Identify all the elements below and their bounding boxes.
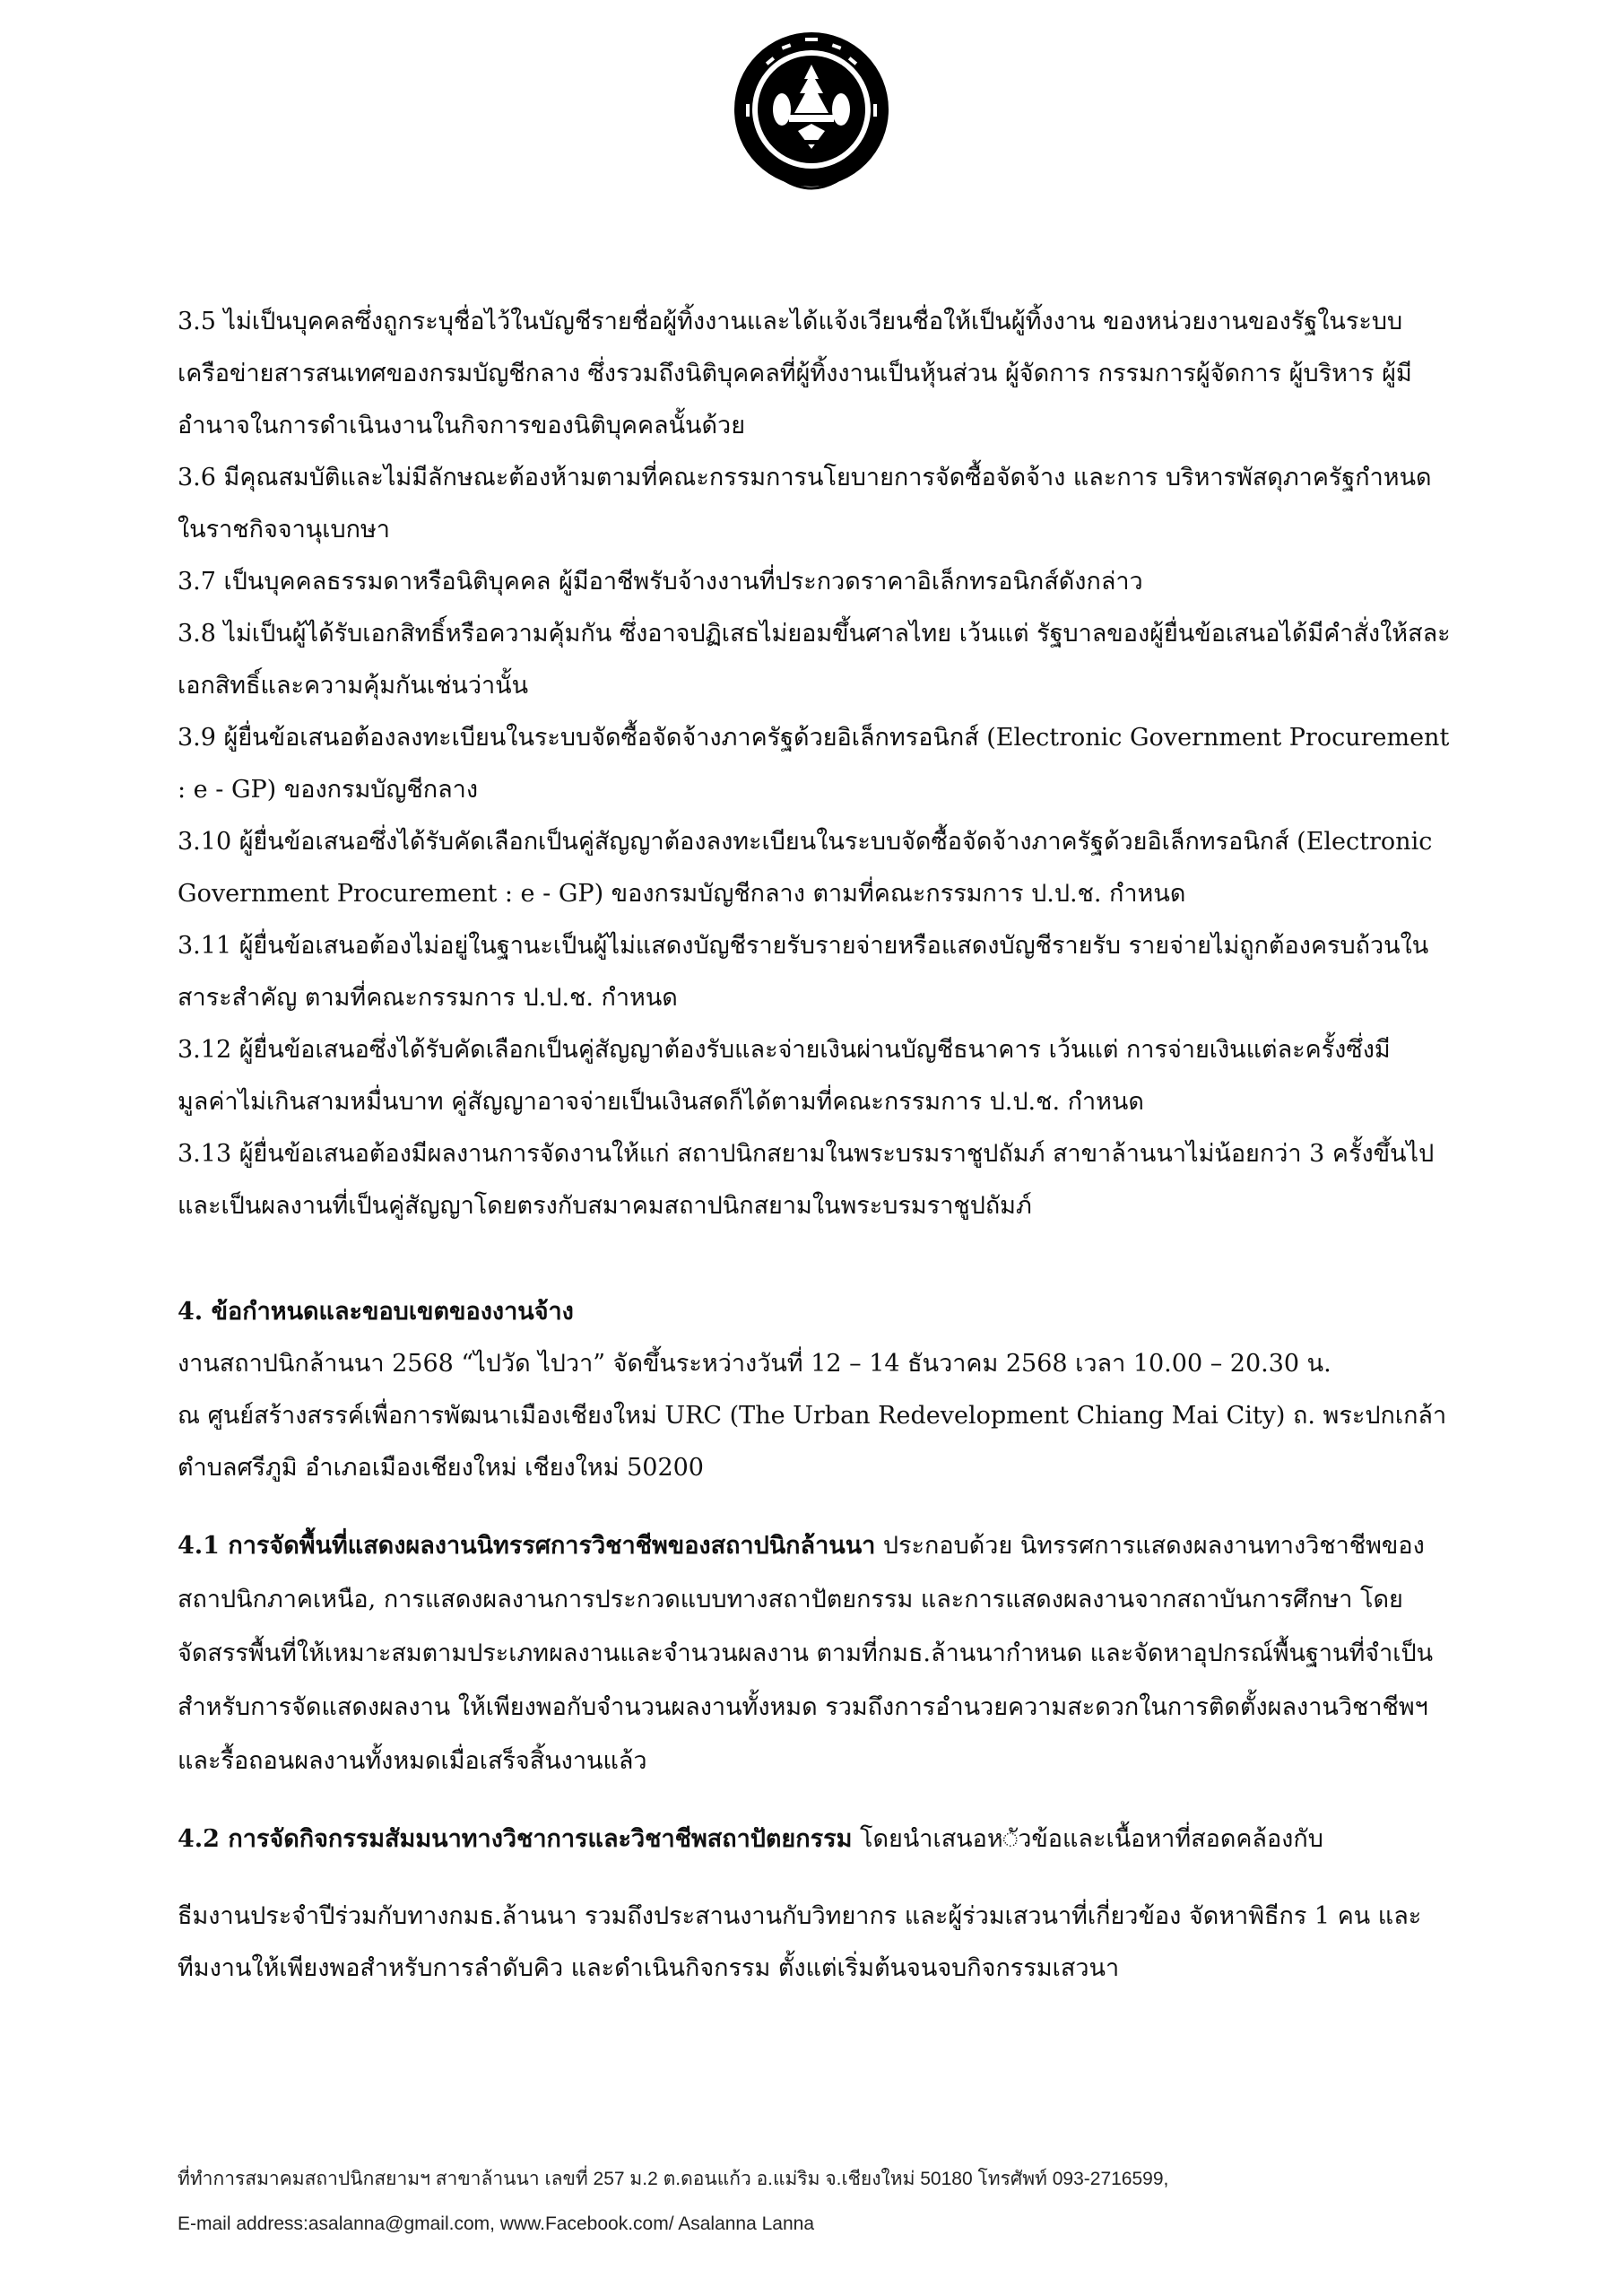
section-4-heading: 4. ข้อกำหนดและขอบเขตของงานจ้าง xyxy=(178,1298,574,1326)
clause-3-9: 3.9 ผู้ยื่นข้อเสนอต้องลงทะเบียนในระบบจัดซื้อจัดจ้างภาครัฐด้วยอิเล็กทรอนิกส์ (Electronic Government Procurement : e - GP) ของกรมบัญชีกลาง xyxy=(178,724,1450,804)
event-venue-line: ณ ศูนย์สร้างสรรค์เพื่อการพัฒนาเมืองเชียงใหม่ URC (The Urban Redevelopment Chiang Mai City) ถ. พระปกเกล้า ตำบลศรีภูมิ อำเภอเมืองเชียงใหม่ เชียงใหม่ 50200 xyxy=(178,1402,1447,1482)
item-4-2 xyxy=(178,1813,1451,1866)
footer-contact-line: E-mail address:asalanna@gmail.com, www.Facebook.com/ Asalanna Lanna xyxy=(178,2213,815,2234)
clause-3-6: 3.6 มีคุณสมบัติและไม่มีลักษณะต้องห้ามตามที่คณะกรรมการนโยบายการจัดซื้อจัดจ้าง และการ บริหารพัสดุภาครัฐกำหนดในราชกิจจานุเบกษา xyxy=(178,464,1432,544)
event-date-line: งานสถาปนิกล้านนา 2568 “ไปวัด ไปวา” จัดขึ้นระหว่างวันที่ 12 – 14 ธันวาคม 2568 เวลา 10.00 – 20.30 น. xyxy=(178,1350,1331,1378)
footer-contact xyxy=(178,2157,1451,2247)
item-4-2-body: โดยนำเสนอห◌ัวข้อและเนื้อหาที่สอดคล้องกับ xyxy=(852,1825,1323,1853)
association-seal-logo xyxy=(726,27,897,206)
clause-3-12: 3.12 ผู้ยื่นข้อเสนอซึ่งได้รับคัดเลือกเป็นคู่สัญญาต้องรับและจ่ายเงินผ่านบัญชีธนาคาร เว้นแต่ การจ่ายเงินแต่ละครั้งซึ่งมีมูลค่าไม่เกินสามหมื่นบาท คู่สัญญาอาจจ่ายเป็นเงินสดก็ได้ตามที่คณะกรรมการ ป.ป.ช. กำหนด xyxy=(178,1036,1391,1116)
item-4-1-body: ประกอบด้วย นิทรรศการแสดงผลงานทางวิชาชีพของสถาปนิกภาคเหนือ, การแสดงผลงานการประกวดแบบทางสถาปัตยกรรม และการแสดงผลงานจากสถาบันการศึกษา โดยจัดสรรพื้นที่ให้เหมาะสมตามประเภทผลงานและจำนวนผลงาน ตามที่กมธ.ล้านนากำหนด และจัดหาอุปกรณ์พื้นฐานที่จำเป็นสำหรับการจัดแสดงผลงาน ให้เพียงพอกับจำนวนผลงานทั้งหมด รวมถึงการอำนวยความสะดวกในการติดตั้งผลงานวิชาชีพฯ และรื้อถอนผลงานทั้งหมดเมื่อเสร็จสิ้นงานแล้ว xyxy=(178,1532,1434,1775)
clause-3-11: 3.11 ผู้ยื่นข้อเสนอต้องไม่อยู่ในฐานะเป็นผู้ไม่แสดงบัญชีรายรับรายจ่ายหรือแสดงบัญชีรายรับ รายจ่ายไม่ถูกต้องครบถ้วนในสาระสำคัญ ตามที่คณะกรรมการ ป.ป.ช. กำหนด xyxy=(178,932,1429,1012)
item-4-1 xyxy=(178,1519,1451,1788)
clause-3-10: 3.10 ผู้ยื่นข้อเสนอซึ่งได้รับคัดเลือกเป็นคู่สัญญาต้องลงทะเบียนในระบบจัดซื้อจัดจ้างภาครัฐด้วยอิเล็กทรอนิกส์ (Electronic Government Procurement : e - GP) ของกรมบัญชีกลาง ตามที่คณะกรรมการ ป.ป.ช. กำหนด xyxy=(178,828,1433,908)
clause-3-5: 3.5 ไม่เป็นบุคคลซึ่งถูกระบุชื่อไว้ในบัญชีรายชื่อผู้ทิ้งงานและได้แจ้งเวียนชื่อให้เป็นผู้ทิ้งงาน ของหน่วยงานของรัฐในระบบเครือข่ายสารสนเทศของกรมบัญชีกลาง ซึ่งรวมถึงนิติบุคคลที่ผู้ทิ้งงานเป็นหุ้นส่วน ผู้จัดการ กรรมการผู้จัดการ ผู้บริหาร ผู้มีอำนาจในการดำเนินงานในกิจการของนิติบุคคลนั้นด้วย xyxy=(178,308,1412,439)
clause-3-7: 3.7 เป็นบุคคลธรรมดาหรือนิติบุคคล ผู้มีอาชีพรับจ้างงานที่ประกวดราคาอิเล็กทรอนิกส์ดังกล่าว xyxy=(178,568,1143,596)
footer-address-line: ที่ทำการสมาคมสถาปนิกสยามฯ สาขาล้านนา เลขที่ 257 ม.2 ต.ดอนแก้ว อ.แม่ริม จ.เชียงใหม่ 50180 โทรศัพท์ 093-2716599, xyxy=(178,2169,1169,2189)
clause-3-8: 3.8 ไม่เป็นผู้ได้รับเอกสิทธิ์หรือความคุ้มกัน ซึ่งอาจปฏิเสธไม่ยอมขึ้นศาลไทย เว้นแต่ รัฐบาลของผู้ยื่นข้อเสนอได้มีคำสั่งให้สละเอกสิทธิ์และความคุ้มกันเช่นว่านั้น xyxy=(178,620,1451,700)
item-4-1-title: 4.1 การจัดพื้นที่แสดงผลงานนิทรรศการวิชาชีพของสถาปนิกล้านนา xyxy=(178,1532,876,1560)
clause-3-13: 3.13 ผู้ยื่นข้อเสนอต้องมีผลงานการจัดงานให้แก่ สถาปนิกสยามในพระบรมราชูปถัมภ์ สาขาล้านนาไม่น้อยกว่า 3 ครั้งขึ้นไป และเป็นผลงานที่เป็นคู่สัญญาโดยตรงกับสมาคมสถาปนิกสยามในพระบรมราชูปถัมภ์ xyxy=(178,1140,1435,1220)
item-4-2-title: 4.2 การจัดกิจกรรมสัมมนาทางวิชาการและวิชาชีพสถาปัตยกรรม xyxy=(178,1825,853,1853)
document-body xyxy=(178,296,1451,1995)
item-4-2-continued: ธีมงานประจำปีร่วมกับทางกมธ.ล้านนา รวมถึงประสานงานกับวิทยากร และผู้ร่วมเสวนาที่เกี่ยวข้อง จัดหาพิธีกร 1 คน และทีมงานให้เพียงพอสำหรับการลำดับคิว และดำเนินกิจกรรม ตั้งแต่เริ่มต้นจนจบกิจกรรมเสวนา xyxy=(178,1902,1422,1982)
seal-emblem-icon xyxy=(726,27,897,206)
